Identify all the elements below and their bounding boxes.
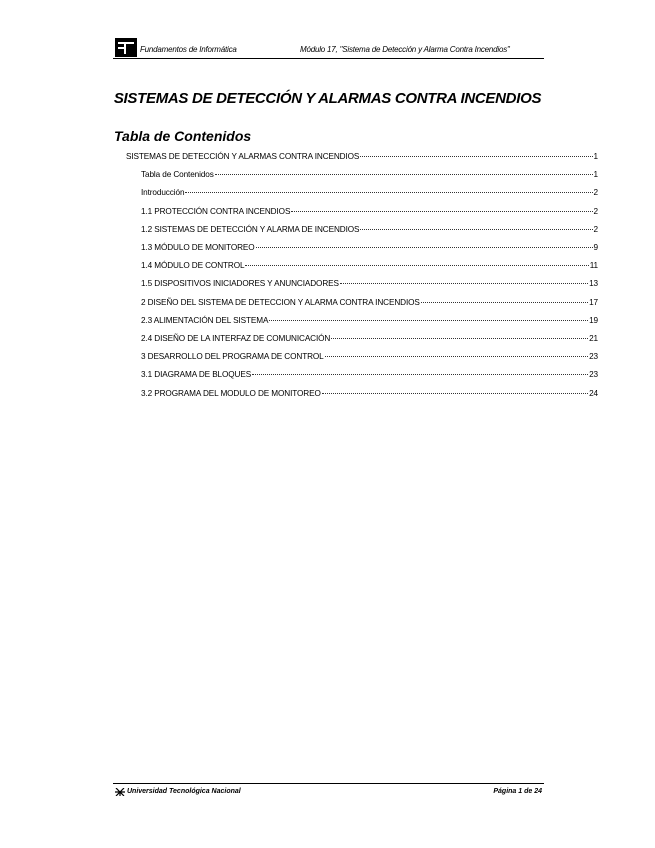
toc-dot-leader [215, 174, 593, 175]
toc-entry-label: 3 DESARROLLO DEL PROGRAMA DE CONTROL [141, 352, 324, 362]
toc-dot-leader [252, 374, 588, 375]
toc-dot-leader [331, 338, 588, 339]
toc-dot-leader [185, 192, 592, 193]
toc-entry[interactable] [141, 351, 598, 362]
toc-entry-page: 11 [589, 261, 598, 271]
toc-entry[interactable] [141, 206, 598, 217]
toc-entry-label: 1.3 MÓDULO DE MONITOREO [141, 243, 255, 252]
toc-entry-page: 19 [589, 315, 598, 325]
toc-entry-page: 1 [593, 170, 598, 180]
toc-entry-label: 2 DISEÑO DEL SISTEMA DE DETECCION Y ALARMA CONTRA INCENDIOS [141, 297, 420, 307]
toc-dot-leader [269, 320, 588, 321]
toc-entry-page: 2 [593, 188, 598, 198]
toc-entry-page: 2 [593, 206, 598, 216]
toc-dot-leader [245, 265, 588, 266]
toc-entry[interactable] [141, 388, 598, 399]
toc-entry[interactable] [141, 224, 598, 235]
toc-entry[interactable] [141, 260, 598, 271]
toc-entry-label: Tabla de Contenidos [141, 170, 214, 180]
toc-entry-label: Introducción [141, 188, 185, 198]
toc-entry-label: 1.5 DISPOSITIVOS INICIADORES Y ANUNCIADORES [141, 279, 339, 289]
footer-university: Universidad Tecnológica Nacional [127, 788, 241, 795]
toc-entry-page: 13 [589, 279, 598, 289]
toc-dot-leader [340, 283, 588, 284]
toc-entry-label: 1.2 SISTEMAS DE DETECCIÓN Y ALARMA DE INCENDIOS [141, 224, 360, 234]
toc-entry-page: 2 [593, 224, 598, 234]
toc-dot-leader [291, 211, 592, 212]
toc-entry-page: 23 [589, 352, 598, 362]
toc-dot-leader [256, 247, 593, 248]
toc-entry-page: 21 [589, 334, 598, 343]
toc-entry[interactable] [141, 333, 598, 344]
toc-entry[interactable] [141, 242, 598, 253]
utn-footer-logo-icon [115, 788, 125, 796]
toc-entry-label: 1.4 MÓDULO DE CONTROL [141, 261, 245, 271]
toc-entry-label: 1.1 PROTECCIÓN CONTRA INCENDIOS [141, 206, 291, 216]
toc-entry-top-level[interactable] [126, 151, 598, 162]
toc-entry-label: 3.2 PROGRAMA DEL MODULO DE MONITOREO [141, 388, 321, 398]
document-title: SISTEMAS DE DETECCIÓN Y ALARMAS CONTRA INCENDIOS [113, 90, 542, 107]
toc-entry[interactable] [141, 278, 598, 289]
toc-dot-leader [322, 393, 588, 394]
header-course-title: Fundamentos de Informática [140, 45, 237, 54]
page-footer [113, 783, 544, 800]
toc-entry[interactable] [141, 187, 598, 198]
toc-entry[interactable] [141, 315, 598, 326]
toc-entry-label: 3.1 DIAGRAMA DE BLOQUES [141, 370, 252, 380]
toc-dot-leader [360, 156, 592, 157]
toc-entry[interactable] [141, 297, 598, 308]
toc-dot-leader [360, 229, 592, 230]
toc-entry-label: 2.4 DISEÑO DE LA INTERFAZ DE COMUNICACIÓN [141, 334, 331, 343]
toc-entry-page: 9 [593, 243, 598, 252]
toc-entry-page: 17 [589, 297, 598, 307]
toc-heading: Tabla de Contenidos [114, 128, 252, 144]
toc-entry-label: 2.3 ALIMENTACIÓN DEL SISTEMA [141, 315, 269, 325]
toc-entry-page: 1 [593, 152, 598, 161]
header-module-title: Módulo 17, "Sistema de Detección y Alarma Contra Incendios" [300, 45, 510, 54]
footer-page-number: Página 1 de 24 [493, 788, 542, 795]
utn-logo-icon [115, 38, 137, 57]
toc-entry-page: 24 [589, 388, 598, 398]
toc-dot-leader [421, 302, 588, 303]
toc-entry[interactable] [141, 169, 598, 180]
toc-entry-page: 23 [589, 370, 598, 380]
toc-dot-leader [325, 356, 588, 357]
toc-entry-label: SISTEMAS DE DETECCIÓN Y ALARMAS CONTRA INCENDIOS [126, 152, 360, 161]
page-header [113, 36, 544, 59]
toc-entry[interactable] [141, 369, 598, 380]
